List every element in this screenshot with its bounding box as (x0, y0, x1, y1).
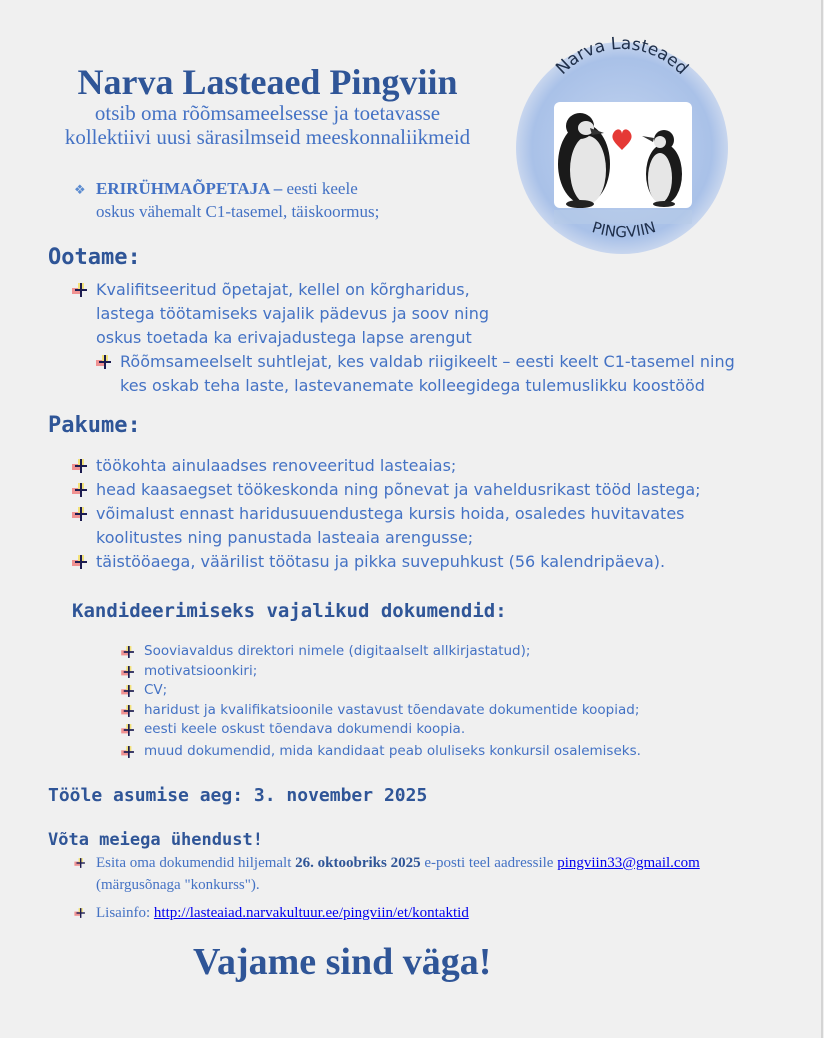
list-item: haridust ja kvalifikatsioonile vastavust tõendavate dokumentide koopiad; (120, 701, 760, 721)
list-item: Esita oma dokumendid hiljemalt 26. oktoobriks 2025 e-posti teel aadressile pingviin33@gmail.com (märgusõnaga "konkurss"). (72, 852, 776, 896)
bullet-icon (74, 907, 85, 918)
diamond-bullet-icon: ❖ (74, 182, 86, 197)
email-link[interactable]: pingviin33@gmail.com (557, 855, 700, 871)
position-desc-2: oskus vähemalt C1-tasemel, täiskoormus; (96, 202, 380, 221)
bullet-icon (72, 506, 88, 522)
bullet-icon (121, 684, 135, 698)
list-item: eesti keele oskust tõendava dokumendi koopia. (120, 720, 760, 740)
subtitle (40, 101, 495, 149)
logo-bottom-text: PINGVIIN (590, 217, 658, 242)
logo-top-text: Narva Lasteaed (552, 34, 692, 79)
info-link[interactable]: http://lasteaiad.narvakultuur.ee/pingviin/et/kontaktid (153, 905, 469, 921)
bullet-icon (72, 482, 88, 498)
contact-heading: Võta meiega ühendust! (48, 830, 263, 850)
list-item: Rõõmsameelselt suhtlejat, kes valdab riigikeelt – eesti keelt C1-tasemel ning kes oskab teha laste, lastevanemate kolleegidega tulemuslikku koostööd (96, 350, 796, 398)
page-title: Narva Lasteaed Pingviin (77, 62, 458, 102)
heading-documents: Kandideerimiseks vajalikud dokumendid: (72, 600, 507, 622)
position-offer (74, 178, 494, 223)
start-date-heading: Tööle asumise aeg: 3. november 2025 (48, 785, 428, 806)
list-item: Sooviavaldus direktori nimele (digitaalselt allkirjastatud); (120, 642, 760, 662)
documents-list (120, 642, 760, 761)
bullet-icon (96, 354, 112, 370)
bullet-icon (72, 282, 88, 298)
list-item: head kaasaegset töökeskonda ning põnevat ja vaheldusrikast tööd lastega; (72, 478, 772, 502)
list-item: motivatsioonkiri; (120, 662, 760, 682)
list-item: Lisainfo: http://lasteaiad.narvakultuur.ee/pingviin/et/kontaktid (72, 902, 776, 924)
list-item: muud dokumendid, mida kandidaat peab oluliseks konkursil osalemiseks. (120, 742, 760, 762)
bullet-icon (72, 458, 88, 474)
deadline: 26. oktoobriks 2025 (295, 855, 421, 871)
closing-slogan: Vajame sind väga! (193, 941, 492, 983)
heading-ootame: Ootame: (48, 245, 141, 270)
list-item: töökohta ainulaadses renoveeritud lasteaias; (72, 454, 772, 478)
pakume-list (72, 454, 772, 574)
position-desc-1: eesti keele (286, 179, 358, 198)
heading-pakume: Pakume: (48, 413, 141, 438)
bullet-icon (121, 723, 135, 737)
contact-list (72, 852, 776, 924)
bullet-icon (72, 554, 88, 570)
list-item: täistööaega, väärilist töötasu ja pikka suvepuhkust (56 kalendripäeva). (72, 550, 772, 574)
bullet-icon (121, 745, 135, 759)
bullet-icon (121, 645, 135, 659)
ootame-sub-list (96, 350, 796, 398)
list-item: Kvalifitseeritud õpetajat, kellel on kõrgharidus, lastega töötamiseks vajalik pädevus ja soov ning oskus toetada ka erivajadustega lapse arengut (72, 278, 512, 350)
list-item: CV; (120, 681, 760, 701)
position-title: ERIRÜHMAÕPETAJA – (96, 179, 283, 198)
subtitle-line-1: otsib oma rõõmsameelsesse ja toetavasse (94, 101, 441, 125)
kindergarten-logo (514, 34, 730, 262)
bullet-icon (121, 665, 135, 679)
subtitle-line-2: kollektiivi uusi särasilmseid meeskonnaliikmeid (64, 125, 471, 149)
bullet-icon (74, 857, 85, 868)
list-item: võimalust ennast haridusuuendustega kursis hoida, osaledes huvitavates koolitustes ning panustada lasteaia arengusse; (72, 502, 772, 550)
bullet-icon (121, 704, 135, 718)
page-edge-line (821, 0, 823, 1038)
ootame-list (72, 278, 512, 350)
